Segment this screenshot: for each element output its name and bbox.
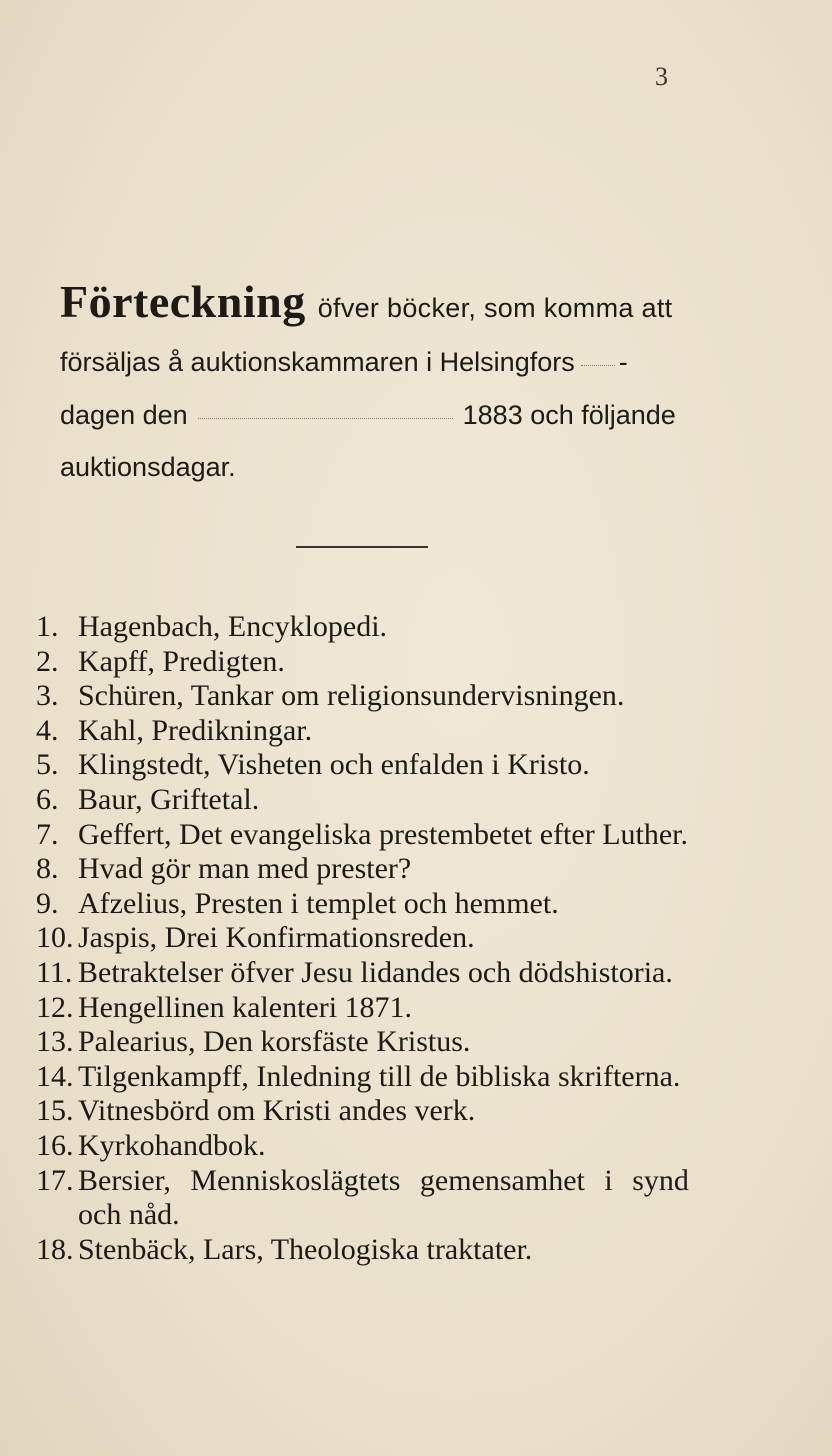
- item-title: Palearius, Den korsfäste Kristus.: [78, 1025, 471, 1059]
- item-number: 5.: [36, 748, 59, 782]
- item-title: Jaspis, Drei Konfirmationsreden.: [78, 921, 475, 955]
- item-number: 18.: [36, 1232, 74, 1266]
- item-number: 15.: [36, 1094, 74, 1128]
- item-title: Hvad gör man med prester?: [78, 852, 412, 886]
- heading-line-2-dash: -: [618, 347, 628, 377]
- item-title: Geffert, Det evangeliska prestembetet efter Luther.: [78, 817, 689, 851]
- item-title: [78, 1164, 716, 1233]
- heading-line-2: [60, 347, 628, 378]
- item-number: 12.: [36, 990, 74, 1024]
- list-item: [36, 1060, 716, 1095]
- item-number: 17.: [36, 1163, 74, 1197]
- item-title: Betraktelser öfver Jesu lidandes och dödshistoria.: [78, 955, 673, 989]
- item-title: Kapff, Predigten.: [78, 644, 285, 678]
- item-title: Hengellinen kalenteri 1871.: [78, 990, 413, 1024]
- list-item: [36, 991, 716, 1026]
- book-list: [36, 610, 716, 1267]
- heading-title: Förteckning: [60, 276, 306, 327]
- item-number: 14.: [36, 1059, 74, 1093]
- item-number: 1.: [36, 610, 59, 643]
- item-title: Baur, Griftetal.: [78, 782, 260, 816]
- list-item: [36, 887, 716, 922]
- date-blank-dotted-line: [198, 414, 453, 419]
- list-item: [36, 1233, 716, 1268]
- list-item: [36, 1164, 716, 1233]
- list-item: [36, 679, 716, 714]
- item-number: 9.: [36, 886, 59, 920]
- list-item: [36, 852, 716, 887]
- item-number: 3.: [36, 679, 59, 713]
- separator-rule: [296, 546, 428, 548]
- list-item: [36, 956, 716, 991]
- item-title-line-1: Bersier, Menniskoslägtets gemensamhet i synd: [78, 1163, 689, 1197]
- item-title: Schüren, Tankar om religionsundervisningen.: [78, 679, 625, 713]
- item-number: 11.: [36, 955, 73, 989]
- item-title: Hagenbach, Encyklopedi.: [78, 610, 388, 643]
- list-item: [36, 921, 716, 956]
- list-item: [36, 1094, 716, 1129]
- list-item: [36, 645, 716, 680]
- heading-rest: öfver böcker, som komma att: [317, 293, 673, 323]
- year-text: 1883 och följande: [462, 400, 676, 430]
- item-title: Klingstedt, Visheten och enfalden i Kristo.: [78, 748, 590, 782]
- item-title: Kahl, Predikningar.: [78, 713, 313, 747]
- item-title: Afzelius, Presten i templet och hemmet.: [78, 886, 559, 920]
- date-label: dagen den: [60, 400, 188, 430]
- heading-line-3: [60, 400, 676, 431]
- heading-line-4: auktionsdagar.: [60, 452, 236, 482]
- list-item: [36, 1129, 716, 1164]
- list-item: [36, 1025, 716, 1060]
- item-title: Vitnesbörd om Kristi andes verk.: [78, 1094, 476, 1128]
- item-title-line-2: och nåd.: [78, 1198, 180, 1232]
- item-number: 8.: [36, 852, 59, 886]
- item-number: 6.: [36, 782, 59, 816]
- list-item: [36, 714, 716, 749]
- page-number: 3: [655, 62, 668, 91]
- item-number: 4.: [36, 713, 59, 747]
- item-number: 2.: [36, 644, 59, 678]
- heading-line-2-text: försäljas å auktionskammaren i Helsingfors: [60, 347, 575, 377]
- catalogue-heading: [60, 275, 700, 328]
- item-title: Stenbäck, Lars, Theologiska traktater.: [78, 1232, 533, 1266]
- list-item: [36, 748, 716, 783]
- item-number: 10.: [36, 921, 74, 955]
- list-item: [36, 818, 716, 853]
- list-item: [36, 610, 716, 645]
- item-number: 7.: [36, 817, 59, 851]
- list-item: [36, 783, 716, 818]
- item-title: Kyrkohandbok.: [78, 1128, 266, 1162]
- item-number: 13.: [36, 1025, 74, 1059]
- blank-dotted-line: [581, 361, 615, 366]
- item-title: Tilgenkampff, Inledning till de bibliska skrifterna.: [78, 1059, 681, 1093]
- item-number: 16.: [36, 1128, 74, 1162]
